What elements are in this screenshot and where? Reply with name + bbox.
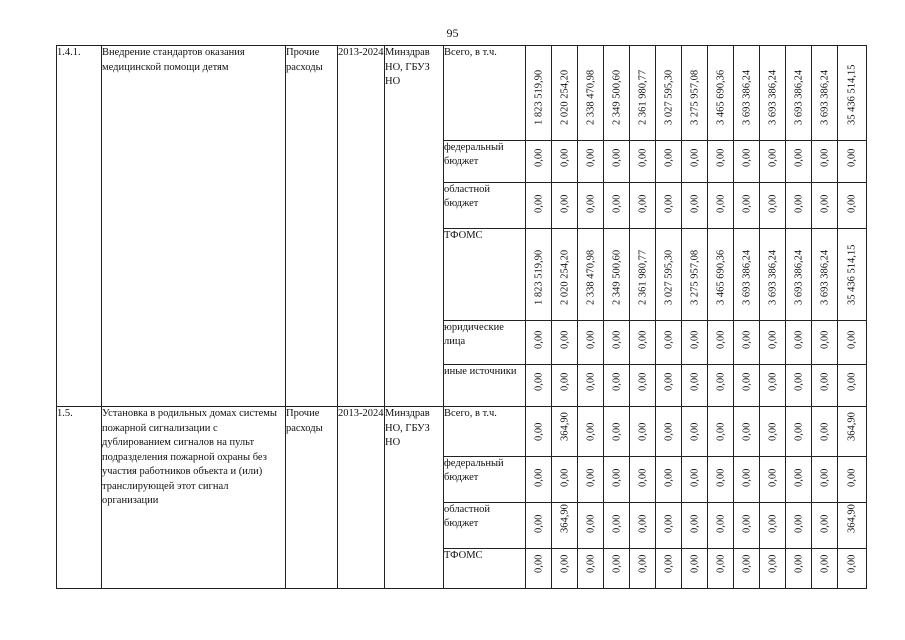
amount-cell xyxy=(604,549,630,589)
amount-cell xyxy=(682,549,708,589)
amount-value: 0,00 xyxy=(585,148,596,167)
amount-value: 0,00 xyxy=(715,372,726,391)
amount-value: 2 349 500,60 xyxy=(611,249,622,305)
amount-cell xyxy=(630,407,656,457)
amount-value: 0,00 xyxy=(559,468,570,487)
table-row xyxy=(57,407,867,457)
amount-cell xyxy=(552,457,578,503)
amount-value: 0,00 xyxy=(846,554,858,573)
amount-value: 0,00 xyxy=(715,422,726,441)
amount-cell xyxy=(604,141,630,183)
amount-value: 0,00 xyxy=(819,194,830,213)
amount-value: 0,00 xyxy=(793,554,804,573)
amount-value: 0,00 xyxy=(741,148,752,167)
amount-value: 364,90 xyxy=(559,504,570,533)
amount-cell xyxy=(734,229,760,321)
amount-cell xyxy=(604,321,630,365)
amount-cell xyxy=(786,321,812,365)
amount-cell xyxy=(708,365,734,407)
amount-cell xyxy=(708,321,734,365)
amount-value: 0,00 xyxy=(767,514,778,533)
amount-value: 0,00 xyxy=(689,330,700,349)
amount-value: 0,00 xyxy=(611,554,622,573)
amount-cell xyxy=(656,407,682,457)
amount-value: 0,00 xyxy=(715,194,726,213)
amount-cell xyxy=(838,457,867,503)
amount-value: 0,00 xyxy=(793,422,804,441)
amount-cell xyxy=(656,141,682,183)
amount-cell xyxy=(786,141,812,183)
amount-cell xyxy=(552,46,578,141)
amount-value: 0,00 xyxy=(689,468,700,487)
amount-cell xyxy=(630,183,656,229)
amount-value: 0,00 xyxy=(559,372,570,391)
amount-cell xyxy=(682,365,708,407)
amount-cell xyxy=(734,503,760,549)
amount-cell xyxy=(630,549,656,589)
amount-cell xyxy=(552,321,578,365)
amount-value: 3 027 595,30 xyxy=(663,249,674,305)
amount-value: 3 693 386,24 xyxy=(767,249,778,305)
amount-value: 35 436 514,15 xyxy=(846,244,858,305)
amount-cell xyxy=(682,457,708,503)
amount-cell xyxy=(760,141,786,183)
amount-cell xyxy=(682,141,708,183)
funding-source-label: федеральный бюджет xyxy=(444,141,526,183)
amount-value: 0,00 xyxy=(585,514,596,533)
item-executor: Минздрав НО, ГБУЗ НО xyxy=(385,407,444,589)
amount-value: 1 823 519,90 xyxy=(533,249,544,305)
amount-cell xyxy=(578,407,604,457)
amount-cell xyxy=(760,549,786,589)
amount-cell xyxy=(656,365,682,407)
amount-cell xyxy=(708,183,734,229)
amount-cell xyxy=(682,46,708,141)
amount-value: 0,00 xyxy=(741,422,752,441)
amount-cell xyxy=(682,183,708,229)
amount-value: 0,00 xyxy=(767,422,778,441)
amount-value: 3 465 690,36 xyxy=(715,249,726,305)
amount-value: 3 693 386,24 xyxy=(793,69,804,125)
amount-value: 0,00 xyxy=(637,148,648,167)
amount-value: 0,00 xyxy=(715,554,726,573)
amount-value: 0,00 xyxy=(767,194,778,213)
amount-cell xyxy=(604,503,630,549)
amount-value: 0,00 xyxy=(819,422,830,441)
amount-value: 0,00 xyxy=(715,330,726,349)
amount-value: 0,00 xyxy=(793,468,804,487)
amount-value: 0,00 xyxy=(637,372,648,391)
amount-value: 0,00 xyxy=(819,372,830,391)
amount-value: 0,00 xyxy=(585,468,596,487)
amount-value: 0,00 xyxy=(846,194,858,213)
amount-cell xyxy=(760,365,786,407)
amount-value: 3 693 386,24 xyxy=(767,69,778,125)
amount-cell xyxy=(526,457,552,503)
amount-cell xyxy=(578,549,604,589)
amount-value: 0,00 xyxy=(741,330,752,349)
amount-value: 0,00 xyxy=(663,372,674,391)
amount-value: 0,00 xyxy=(819,148,830,167)
item-period: 2013-2024 xyxy=(338,46,385,407)
amount-cell xyxy=(838,46,867,141)
amount-value: 0,00 xyxy=(663,194,674,213)
amount-cell xyxy=(552,141,578,183)
amount-value: 0,00 xyxy=(637,468,648,487)
amount-value: 0,00 xyxy=(559,148,570,167)
amount-value: 0,00 xyxy=(689,554,700,573)
amount-cell xyxy=(734,141,760,183)
amount-value: 0,00 xyxy=(663,514,674,533)
amount-cell xyxy=(786,457,812,503)
amount-cell xyxy=(760,321,786,365)
amount-value: 0,00 xyxy=(559,330,570,349)
amount-value: 3 693 386,24 xyxy=(819,69,830,125)
amount-cell xyxy=(734,321,760,365)
amount-cell xyxy=(838,321,867,365)
amount-value: 0,00 xyxy=(637,330,648,349)
amount-cell xyxy=(682,229,708,321)
amount-cell xyxy=(656,183,682,229)
amount-cell xyxy=(760,229,786,321)
amount-cell xyxy=(708,549,734,589)
amount-cell xyxy=(526,407,552,457)
amount-value: 0,00 xyxy=(819,514,830,533)
amount-cell xyxy=(526,321,552,365)
amount-value: 0,00 xyxy=(663,554,674,573)
amount-cell xyxy=(786,183,812,229)
amount-cell xyxy=(708,141,734,183)
amount-cell xyxy=(786,365,812,407)
amount-value: 0,00 xyxy=(741,468,752,487)
amount-cell xyxy=(578,365,604,407)
amount-value: 2 361 980,77 xyxy=(637,249,648,305)
amount-value: 0,00 xyxy=(559,194,570,213)
amount-cell xyxy=(760,46,786,141)
amount-value: 0,00 xyxy=(533,372,544,391)
amount-cell xyxy=(578,503,604,549)
amount-cell xyxy=(786,549,812,589)
amount-cell xyxy=(656,46,682,141)
amount-value: 0,00 xyxy=(767,148,778,167)
amount-cell xyxy=(552,549,578,589)
amount-cell xyxy=(838,141,867,183)
amount-value: 364,90 xyxy=(846,412,858,441)
amount-value: 2 361 980,77 xyxy=(637,69,648,125)
amount-value: 0,00 xyxy=(846,468,858,487)
amount-cell xyxy=(656,321,682,365)
amount-cell xyxy=(786,46,812,141)
amount-cell xyxy=(630,229,656,321)
amount-value: 0,00 xyxy=(793,372,804,391)
amount-cell xyxy=(578,183,604,229)
amount-cell xyxy=(760,457,786,503)
amount-value: 0,00 xyxy=(741,554,752,573)
amount-cell xyxy=(838,407,867,457)
amount-cell xyxy=(838,549,867,589)
amount-cell xyxy=(656,229,682,321)
funding-source-label: ТФОМС xyxy=(444,229,526,321)
amount-cell xyxy=(708,457,734,503)
amount-value: 0,00 xyxy=(585,330,596,349)
amount-cell xyxy=(708,46,734,141)
amount-value: 3 465 690,36 xyxy=(715,69,726,125)
amount-cell xyxy=(552,229,578,321)
amount-value: 364,90 xyxy=(559,412,570,441)
amount-cell xyxy=(734,46,760,141)
amount-value: 0,00 xyxy=(611,330,622,349)
amount-cell xyxy=(630,321,656,365)
amount-cell xyxy=(812,365,838,407)
amount-value: 0,00 xyxy=(741,372,752,391)
funding-source-label: иные источники xyxy=(444,365,526,407)
amount-value: 0,00 xyxy=(559,554,570,573)
amount-cell xyxy=(526,365,552,407)
amount-cell xyxy=(604,229,630,321)
amount-cell xyxy=(734,407,760,457)
item-period: 2013-2024 xyxy=(338,407,385,589)
amount-cell xyxy=(812,321,838,365)
amount-value: 0,00 xyxy=(611,148,622,167)
amount-value: 0,00 xyxy=(663,330,674,349)
amount-value: 3 693 386,24 xyxy=(793,249,804,305)
amount-value: 0,00 xyxy=(689,372,700,391)
funding-source-label: федеральный бюджет xyxy=(444,457,526,503)
amount-value: 0,00 xyxy=(793,148,804,167)
amount-value: 0,00 xyxy=(637,514,648,533)
amount-cell xyxy=(708,229,734,321)
amount-value: 0,00 xyxy=(663,422,674,441)
amount-value: 0,00 xyxy=(689,194,700,213)
amount-value: 0,00 xyxy=(663,148,674,167)
page-number: 95 xyxy=(446,26,459,40)
amount-value: 0,00 xyxy=(533,514,544,533)
amount-value: 0,00 xyxy=(846,148,858,167)
amount-value: 0,00 xyxy=(819,554,830,573)
amount-value: 0,00 xyxy=(637,194,648,213)
item-executor: Минздрав НО, ГБУЗ НО xyxy=(385,46,444,407)
amount-value: 0,00 xyxy=(715,148,726,167)
amount-cell xyxy=(734,549,760,589)
amount-cell xyxy=(838,503,867,549)
amount-cell xyxy=(812,183,838,229)
funding-source-label: Всего, в т.ч. xyxy=(444,46,526,141)
amount-cell xyxy=(604,407,630,457)
amount-value: 0,00 xyxy=(637,422,648,441)
item-title: Внедрение стандартов оказания медицинской помощи детям xyxy=(102,46,286,407)
amount-value: 3 693 386,24 xyxy=(741,249,752,305)
amount-cell xyxy=(682,503,708,549)
table-row xyxy=(57,46,867,141)
item-code: 1.4.1. xyxy=(57,46,102,407)
amount-value: 0,00 xyxy=(533,194,544,213)
amount-cell xyxy=(682,321,708,365)
amount-cell xyxy=(786,229,812,321)
funding-source-label: юридические лица xyxy=(444,321,526,365)
amount-value: 0,00 xyxy=(767,372,778,391)
amount-value: 0,00 xyxy=(689,422,700,441)
amount-value: 0,00 xyxy=(533,148,544,167)
amount-cell xyxy=(812,457,838,503)
amount-cell xyxy=(708,407,734,457)
funding-source-label: областной бюджет xyxy=(444,503,526,549)
amount-cell xyxy=(812,503,838,549)
funding-source-label: Всего, в т.ч. xyxy=(444,407,526,457)
amount-value: 2 338 470,98 xyxy=(585,249,596,305)
amount-value: 2 338 470,98 xyxy=(585,69,596,125)
amount-value: 3 275 957,08 xyxy=(689,249,700,305)
amount-value: 0,00 xyxy=(585,554,596,573)
amount-value: 0,00 xyxy=(793,330,804,349)
amount-value: 3 027 595,30 xyxy=(663,69,674,125)
amount-cell xyxy=(526,503,552,549)
amount-value: 3 693 386,24 xyxy=(819,249,830,305)
amount-cell xyxy=(578,46,604,141)
amount-value: 1 823 519,90 xyxy=(533,69,544,125)
amount-value: 364,90 xyxy=(846,504,858,533)
amount-cell xyxy=(630,365,656,407)
amount-cell xyxy=(656,503,682,549)
amount-cell xyxy=(812,229,838,321)
amount-value: 0,00 xyxy=(793,194,804,213)
item-code: 1.5. xyxy=(57,407,102,589)
amount-value: 0,00 xyxy=(846,330,858,349)
amount-value: 0,00 xyxy=(689,514,700,533)
amount-value: 0,00 xyxy=(663,468,674,487)
amount-cell xyxy=(578,141,604,183)
amount-value: 0,00 xyxy=(533,554,544,573)
amount-cell xyxy=(786,503,812,549)
amount-cell xyxy=(786,407,812,457)
amount-value: 35 436 514,15 xyxy=(846,64,858,125)
amount-cell xyxy=(604,457,630,503)
amount-cell xyxy=(760,183,786,229)
amount-cell xyxy=(578,457,604,503)
amount-value: 0,00 xyxy=(585,372,596,391)
amount-cell xyxy=(760,407,786,457)
amount-value: 2 349 500,60 xyxy=(611,69,622,125)
amount-value: 0,00 xyxy=(611,514,622,533)
budget-table xyxy=(56,45,867,589)
amount-value: 0,00 xyxy=(767,554,778,573)
item-title: Установка в родильных домах системы пожарной сигнализации с дублированием сигналов на пульт подразделения пожарной охраны без участия работников объекта и (или) транслирующей этот сигнал организации xyxy=(102,407,286,589)
amount-value: 0,00 xyxy=(846,372,858,391)
amount-cell xyxy=(682,407,708,457)
amount-cell xyxy=(630,46,656,141)
amount-value: 0,00 xyxy=(819,330,830,349)
amount-cell xyxy=(760,503,786,549)
amount-cell xyxy=(630,457,656,503)
amount-value: 0,00 xyxy=(741,194,752,213)
amount-cell xyxy=(526,229,552,321)
expense-type: Прочие расходы xyxy=(286,407,338,589)
amount-cell xyxy=(812,549,838,589)
amount-value: 0,00 xyxy=(533,422,544,441)
funding-source-label: ТФОМС xyxy=(444,549,526,589)
amount-value: 0,00 xyxy=(767,468,778,487)
amount-value: 0,00 xyxy=(767,330,778,349)
amount-cell xyxy=(578,321,604,365)
amount-value: 0,00 xyxy=(585,194,596,213)
amount-cell xyxy=(812,407,838,457)
amount-cell xyxy=(526,141,552,183)
amount-cell xyxy=(656,549,682,589)
amount-cell xyxy=(630,503,656,549)
amount-cell xyxy=(708,503,734,549)
amount-cell xyxy=(526,46,552,141)
amount-cell xyxy=(604,183,630,229)
amount-cell xyxy=(656,457,682,503)
amount-cell xyxy=(552,407,578,457)
amount-cell xyxy=(604,365,630,407)
amount-value: 0,00 xyxy=(611,468,622,487)
amount-cell xyxy=(552,183,578,229)
amount-cell xyxy=(578,229,604,321)
amount-value: 0,00 xyxy=(533,330,544,349)
amount-value: 0,00 xyxy=(819,468,830,487)
amount-cell xyxy=(812,141,838,183)
amount-value: 0,00 xyxy=(611,372,622,391)
amount-cell xyxy=(838,229,867,321)
amount-cell xyxy=(812,46,838,141)
amount-cell xyxy=(734,457,760,503)
amount-value: 2 020 254,20 xyxy=(559,249,570,305)
amount-value: 0,00 xyxy=(533,468,544,487)
amount-cell xyxy=(734,365,760,407)
amount-value: 0,00 xyxy=(611,422,622,441)
amount-cell xyxy=(630,141,656,183)
amount-value: 3 693 386,24 xyxy=(741,69,752,125)
amount-value: 3 275 957,08 xyxy=(689,69,700,125)
amount-cell xyxy=(552,503,578,549)
expense-type: Прочие расходы xyxy=(286,46,338,407)
amount-cell xyxy=(552,365,578,407)
amount-cell xyxy=(526,549,552,589)
amount-value: 0,00 xyxy=(637,554,648,573)
amount-value: 0,00 xyxy=(715,468,726,487)
amount-value: 0,00 xyxy=(715,514,726,533)
amount-cell xyxy=(526,183,552,229)
amount-value: 2 020 254,20 xyxy=(559,69,570,125)
amount-value: 0,00 xyxy=(793,514,804,533)
amount-value: 0,00 xyxy=(741,514,752,533)
amount-cell xyxy=(838,183,867,229)
amount-value: 0,00 xyxy=(689,148,700,167)
amount-cell xyxy=(838,365,867,407)
amount-value: 0,00 xyxy=(611,194,622,213)
amount-cell xyxy=(604,46,630,141)
funding-source-label: областной бюджет xyxy=(444,183,526,229)
amount-cell xyxy=(734,183,760,229)
amount-value: 0,00 xyxy=(585,422,596,441)
table-body xyxy=(57,46,867,589)
